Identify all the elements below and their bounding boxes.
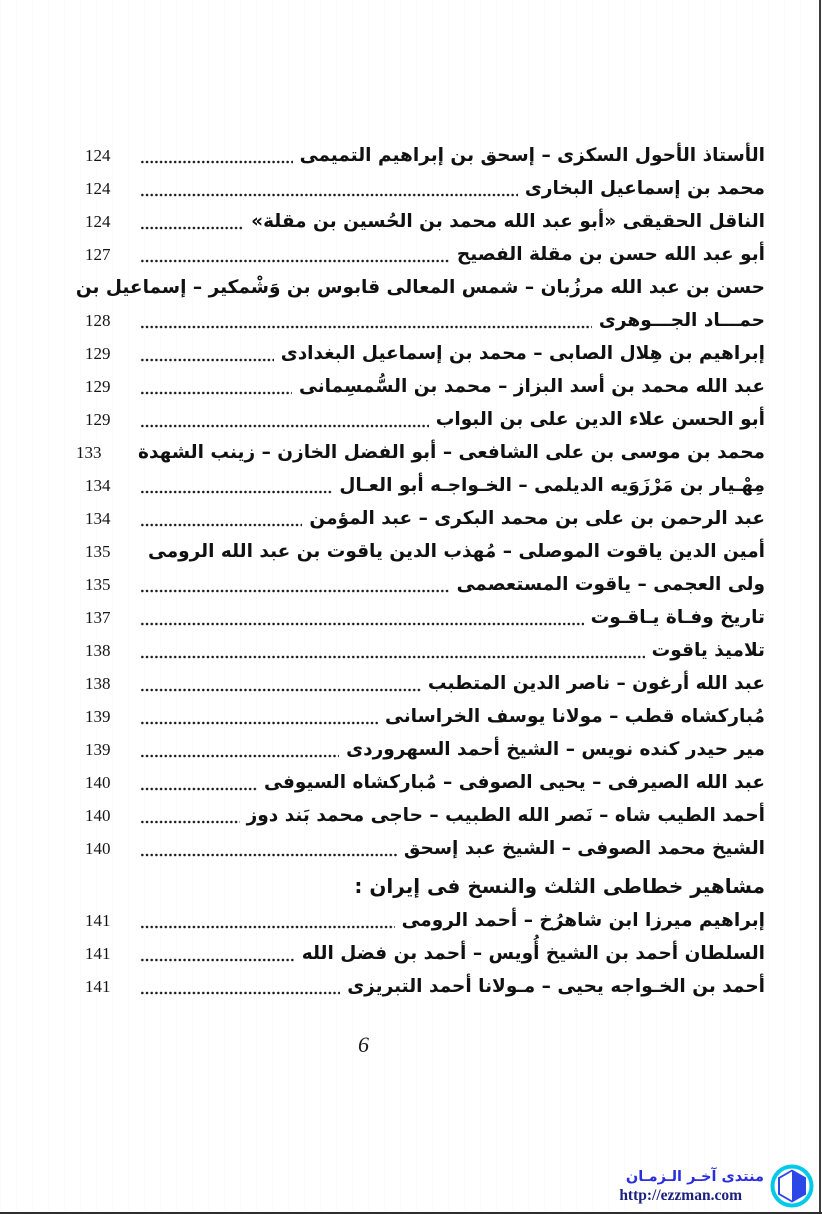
toc-row [85, 370, 765, 403]
dot-leader [140, 655, 645, 659]
dot-leader [140, 991, 340, 995]
forum-name: منتدى آخـر الـزمـان [625, 1169, 764, 1186]
entry-page-number: 140 [85, 805, 111, 825]
dot-leader [140, 160, 293, 164]
entry-page-number: 127 [85, 244, 111, 264]
dot-leader [140, 721, 378, 725]
entry-title: الشيخ محمد الصوفى – الشيخ عبد إسحق [403, 838, 765, 859]
entry-page-number: 137 [85, 607, 111, 627]
dot-leader [140, 193, 518, 197]
table-of-contents [75, 139, 765, 1003]
dot-leader [140, 958, 295, 962]
entry-title: مشاهير خطاطى الثلث والنسخ فى إيران : [354, 873, 765, 898]
toc-row [85, 238, 765, 271]
entry-page-number: 124 [85, 178, 111, 198]
entry-title: حسن بن عبد الله مرزُبان – شمس المعالى قابوس بن وَشْمكير – إسماعيل بن [75, 277, 765, 298]
toc-row [85, 937, 765, 970]
toc-row [85, 700, 765, 733]
dot-leader [140, 556, 141, 560]
entry-page-number: 129 [85, 409, 111, 429]
dot-leader [140, 358, 274, 362]
entry-page-number: 124 [85, 211, 111, 231]
entry-page-number: 141 [85, 910, 111, 930]
dot-leader [140, 325, 592, 329]
entry-page-number: 133 [76, 442, 102, 462]
toc-row [85, 304, 765, 337]
dot-leader [140, 259, 450, 263]
entry-title: محمد بن إسماعيل البخارى [524, 178, 765, 199]
entry-title: أمين الدين ياقوت الموصلى – مُهذب الدين ياقوت بن عبد الله الرومى [148, 541, 765, 562]
entry-title: أبو الحسن علاء الدين على بن البواب [435, 409, 765, 430]
entry-page-number: 134 [85, 508, 111, 528]
entry-page-number: 129 [85, 343, 111, 363]
entry-page-number: 129 [85, 376, 111, 396]
entry-page-number: 139 [85, 706, 111, 726]
entry-title: ولى العجمى – ياقوت المستعصمى [456, 574, 765, 595]
toc-row [85, 502, 765, 535]
toc-row [85, 733, 765, 766]
dot-leader [140, 622, 584, 626]
entry-title: مير حيدر كنده نويس – الشيخ أحمد السهروردى [346, 739, 765, 760]
toc-row [85, 799, 765, 832]
toc-row [85, 634, 765, 667]
toc-row [85, 970, 765, 1003]
entry-page-number: 135 [85, 574, 111, 594]
entry-page-number: 140 [85, 772, 111, 792]
dot-leader [140, 391, 292, 395]
toc-row [85, 766, 765, 799]
entry-title: عبد الله الصيرفى – يحيى الصوفى – مُباركشاه السيوفى [263, 772, 765, 793]
dot-leader [140, 787, 257, 791]
entry-title: تلاميذ ياقوت [651, 640, 765, 661]
dot-leader [140, 226, 244, 230]
entry-title: الأستاذ الأحول السكزى – إسحق بن إبراهيم التميمى [299, 145, 765, 166]
watermark-text-block [619, 1168, 764, 1203]
entry-page-number: 138 [85, 640, 111, 660]
toc-row [85, 172, 765, 205]
entry-title: تاريخ وفـاة يـاقـوت [590, 607, 765, 628]
dot-leader [140, 853, 397, 857]
entry-title: مِهْـيار بن مَرْزَوَيه الديلمى – الخـواجـه أبو العـال [339, 475, 765, 496]
entry-title: عبد الرحمن بن على بن محمد البكرى – عبد المؤمن [309, 508, 765, 529]
entry-title: محمد بن موسى بن على الشافعى – أبو الفضل الخازن – زينب الشهدة [138, 442, 765, 463]
toc-row [85, 403, 765, 436]
forum-watermark [619, 1164, 814, 1208]
entry-title: إبراهيم بن هِلال الصابى – محمد بن إسماعيل البغدادى [280, 343, 765, 364]
entry-title: عبد الله محمد بن أسد البزاز – محمد بن السُّمسِمانى [298, 376, 765, 397]
toc-row [75, 271, 765, 304]
toc-row [85, 667, 765, 700]
scan-edge-right [819, 0, 821, 1214]
entry-title: أحمد بن الخـواجه يحيى – مـولانا أحمد التبريزى [347, 976, 765, 997]
entry-title: حمـــاد الجـــوهرى [598, 310, 765, 331]
toc-row [85, 205, 765, 238]
toc-row [85, 535, 765, 568]
entry-page-number: 124 [85, 145, 111, 165]
entry-title: مُباركشاه قطب – مولانا يوسف الخراسانى [385, 706, 765, 727]
dot-leader [140, 490, 332, 494]
dot-leader [140, 820, 240, 824]
dot-leader [140, 925, 395, 929]
entry-page-number: 139 [85, 739, 111, 759]
entry-title: أبو عبد الله حسن بن مقلة الفصيح [456, 244, 765, 265]
dot-leader [140, 523, 302, 527]
entry-title: عبد الله أرغون – ناصر الدين المتطبب [427, 673, 765, 694]
entry-page-number: 140 [85, 838, 111, 858]
entry-title: السلطان أحمد بن الشيخ أُويس – أحمد بن فضل الله [301, 943, 765, 964]
entry-page-number: 141 [85, 943, 111, 963]
toc-row [85, 904, 765, 937]
page-number: 6 [358, 1032, 369, 1057]
toc-row [85, 832, 765, 865]
entry-page-number: 128 [85, 310, 111, 330]
forum-logo-icon [770, 1164, 814, 1208]
entry-page-number: 141 [85, 976, 111, 996]
toc-row [85, 139, 765, 172]
toc-row [85, 469, 765, 502]
toc-row [76, 436, 765, 469]
entry-page-number: 134 [85, 475, 111, 495]
dot-leader [140, 424, 429, 428]
entry-page-number: 138 [85, 673, 111, 693]
toc-row [85, 601, 765, 634]
entry-title: الناقل الحقيقى «أبو عبد الله محمد بن الحُسين بن مقلة» [251, 211, 765, 232]
forum-url-link[interactable]: http://ezzman.com [619, 1186, 742, 1204]
dot-leader [140, 589, 450, 593]
toc-row [85, 337, 765, 370]
entry-title: أحمد الطيب شاه – نَصر الله الطبيب – حاجى محمد بَند دوز [246, 805, 765, 826]
dot-leader [140, 688, 421, 692]
entry-title: إبراهيم ميرزا ابن شاهرُخ – أحمد الرومى [401, 910, 765, 931]
toc-row [85, 867, 765, 904]
dot-leader [140, 754, 339, 758]
entry-page-number: 135 [85, 541, 111, 561]
toc-row [85, 568, 765, 601]
